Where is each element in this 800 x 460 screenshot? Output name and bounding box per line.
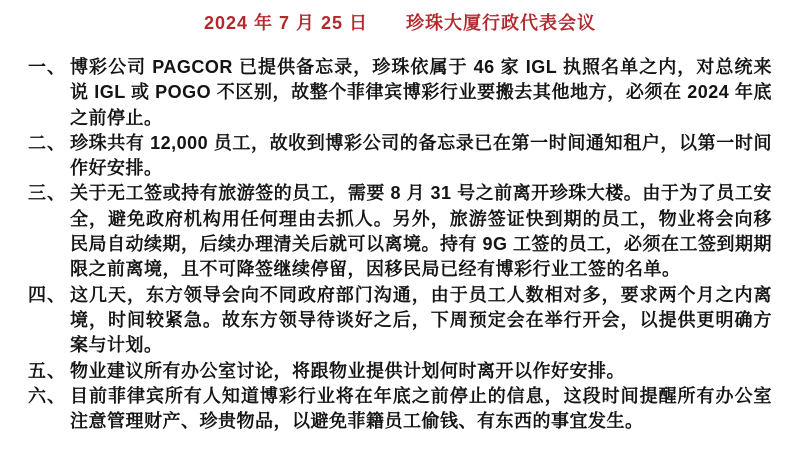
list-item	[28, 181, 772, 282]
list-item	[28, 283, 772, 359]
item-number: 六、	[28, 385, 66, 406]
item-text: 这几天，东方领导会向不同政府部门沟通，由于员工人数相对多，要求两个月之内离境，时间较紧急。故东方领导待谈好之后，下周预定会在举行开会，以提供更明确方案与计划。	[70, 284, 772, 356]
item-text: 博彩公司 PAGCOR 已提供备忘录，珍珠依属于 46 家 IGL 执照名单之内，对总统来说 IGL 或 POGO 不区别，故整个菲律宾博彩行业要搬去其他地方，必须在 2024 年底之前停止。	[70, 57, 772, 128]
list-item	[28, 131, 772, 182]
list-item	[28, 359, 772, 384]
item-number: 五、	[28, 360, 66, 381]
minutes-list	[0, 55, 800, 434]
item-text: 目前菲律宾所有人知道博彩行业将在年底之前停止的信息，这段时间提醒所有办公室注意管理财产、珍贵物品，以避免菲籍员工偷钱、有东西的事宜发生。	[70, 385, 772, 432]
item-text: 物业建议所有办公室讨论，将跟物业提供计划何时离开以作好安排。	[70, 360, 625, 381]
item-number: 二、	[28, 132, 66, 153]
item-text: 珍珠共有 12,000 员工，故收到博彩公司的备忘录已在第一时间通知租户，以第一时间作好安排。	[70, 132, 772, 179]
list-item	[28, 55, 772, 131]
item-number: 三、	[28, 183, 66, 204]
item-number: 一、	[28, 57, 66, 77]
page-title: 2024 年 7 月 25 日 珍珠大厦行政代表会议	[203, 13, 597, 33]
item-number: 四、	[28, 284, 66, 305]
item-text: 关于无工签或持有旅游签的员工，需要 8 月 31 号之前离开珍珠大楼。由于为了员工安全，避免政府机构用任何理由去抓人。另外，旅游签证快到期的员工，物业将会向移民局自动续期，后续办理清关后就可以离境。持有 9G 工签的员工，必须在工签到期期限之前离境，且不可降签继续停留，因移民局已经有博彩行业工签的名单。	[70, 183, 773, 280]
list-item	[28, 384, 772, 435]
